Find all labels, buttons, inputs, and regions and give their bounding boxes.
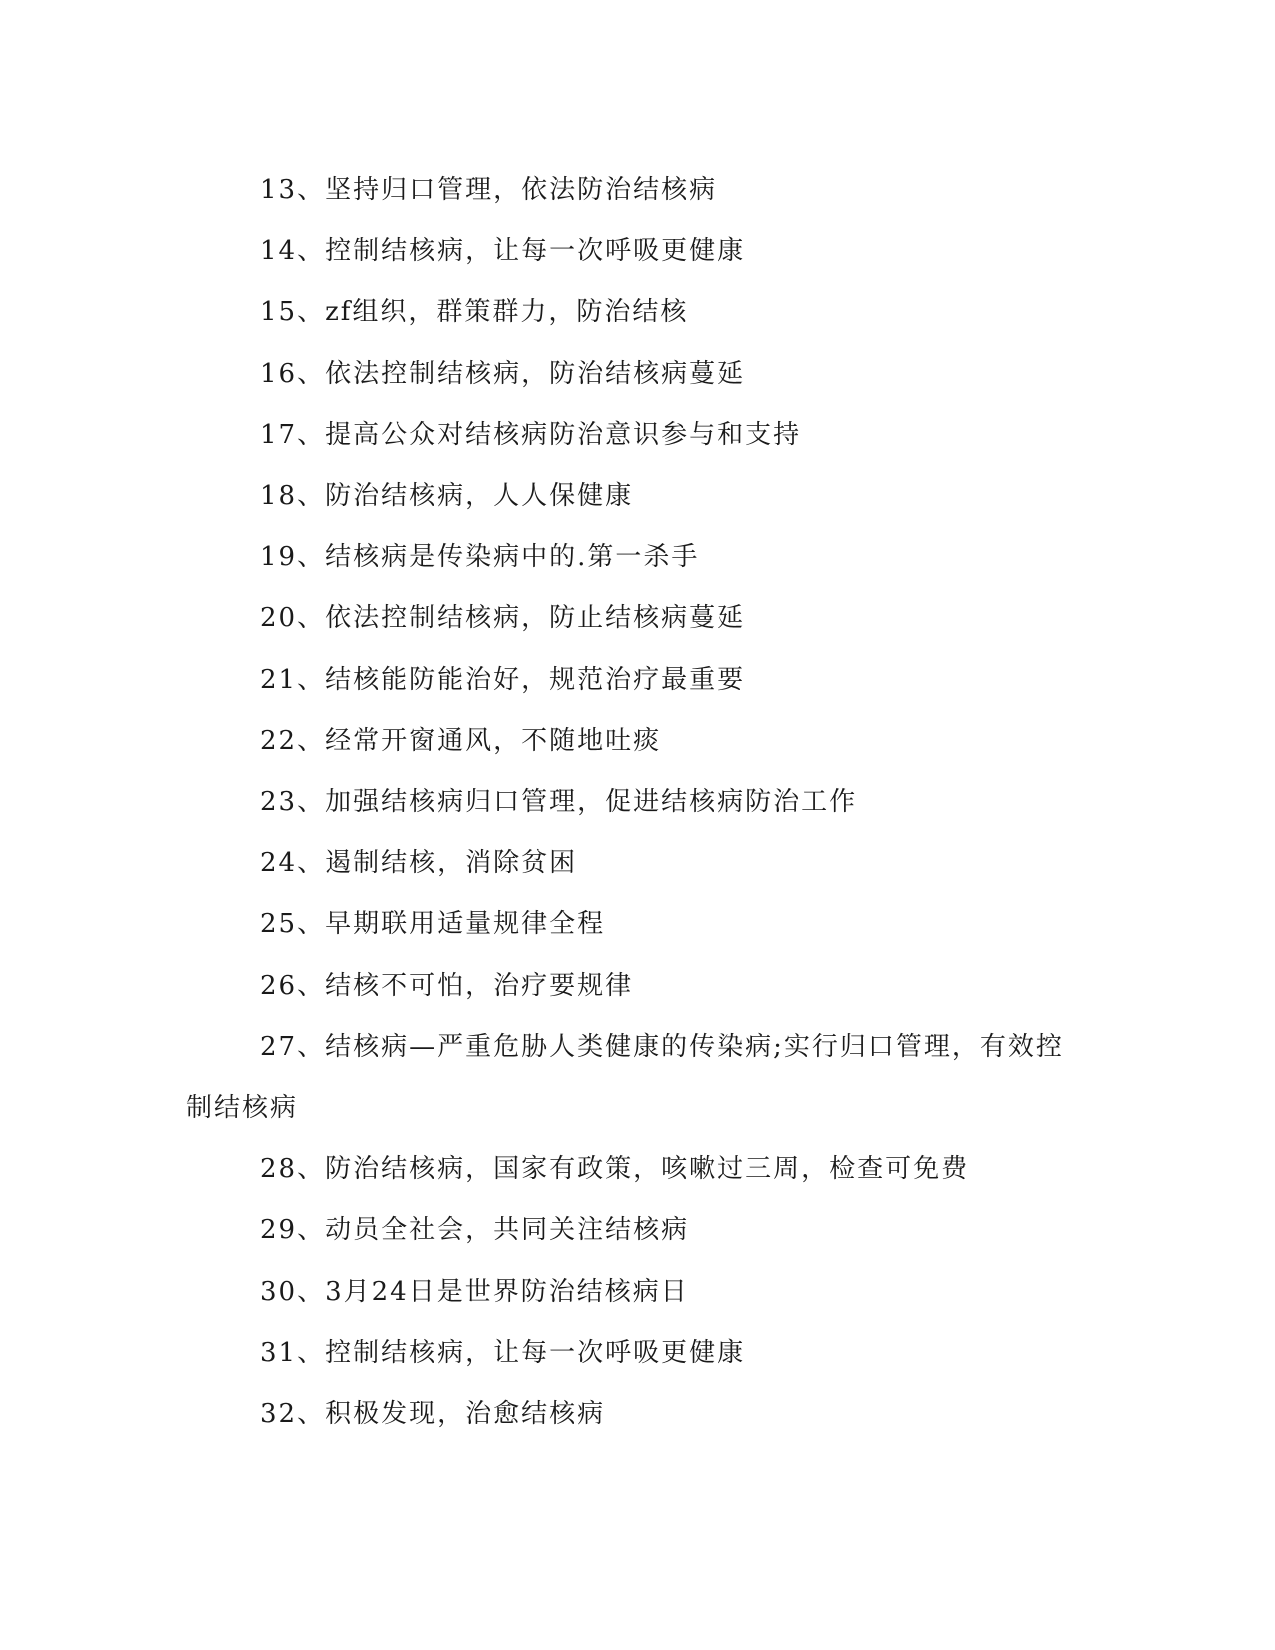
list-item: 28、防治结核病，国家有政策，咳嗽过三周，检查可免费 [260, 1154, 970, 1185]
list-item: 19、结核病是传染病中的.第一杀手 [260, 542, 700, 573]
list-item: 29、动员全社会，共同关注结核病 [260, 1215, 690, 1246]
list-item: 23、加强结核病归口管理，促进结核病防治工作 [260, 787, 858, 818]
list-item: 14、控制结核病，让每一次呼吸更健康 [260, 236, 746, 267]
list-item: 15、zf组织，群策群力，防治结核 [260, 297, 689, 328]
list-item: 20、依法控制结核病，防止结核病蔓延 [260, 603, 746, 634]
list-item: 30、3月24日是世界防治结核病日 [260, 1276, 689, 1307]
list-item: 25、早期联用适量规律全程 [260, 909, 606, 940]
list-item: 27、结核病—严重危胁人类健康的传染病;实行归口管理，有效控制结核病 [186, 1031, 1064, 1124]
list-item: 17、提高公众对结核病防治意识参与和支持 [260, 419, 802, 450]
list-item: 18、防治结核病，人人保健康 [260, 481, 634, 512]
list-item: 22、经常开窗通风，不随地吐痰 [260, 725, 662, 756]
list-item: 16、依法控制结核病，防治结核病蔓延 [260, 358, 746, 389]
list-item: 24、遏制结核，消除贫困 [260, 848, 578, 879]
list-item: 13、坚持归口管理，依法防治结核病 [260, 175, 718, 205]
slogan-list [186, 160, 1086, 1445]
list-item: 31、控制结核病，让每一次呼吸更健康 [260, 1337, 746, 1368]
list-item: 21、结核能防能治好，规范治疗最重要 [260, 664, 746, 695]
list-item: 26、结核不可怕，治疗要规律 [260, 970, 634, 1001]
list-item: 32、积极发现，治愈结核病 [260, 1399, 606, 1430]
